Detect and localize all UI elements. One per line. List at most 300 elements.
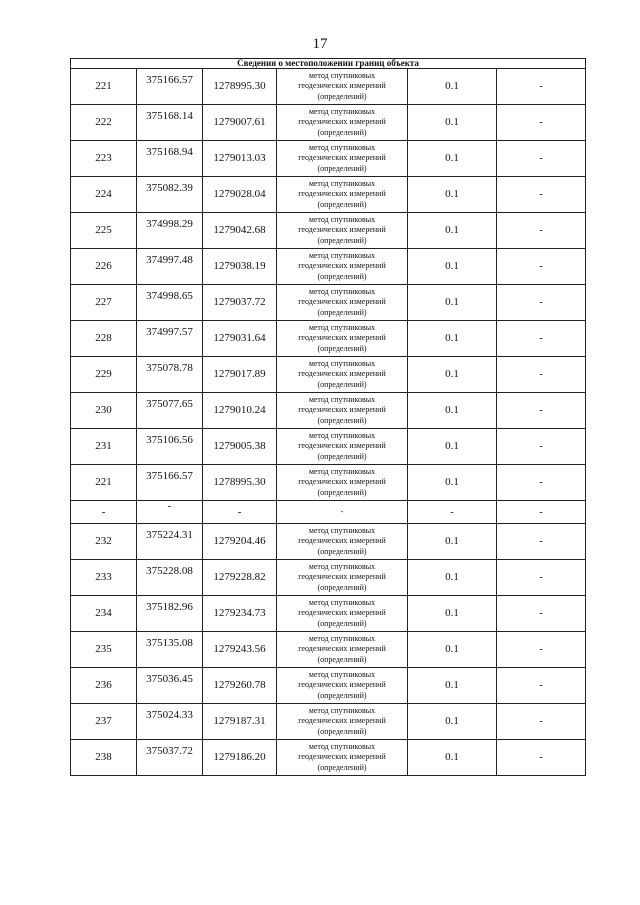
point-number-cell — [71, 141, 137, 177]
point-number-cell — [71, 249, 137, 285]
method-text-line: метод спутниковых — [308, 142, 376, 152]
method-text-line: геодезических измерений — [298, 608, 386, 618]
method-cell — [277, 560, 408, 596]
point-number-cell — [71, 357, 137, 393]
x-coordinate-text: 374997.57 — [146, 326, 193, 338]
point-number-text: 225 — [95, 224, 112, 236]
method-text-line: геодезических измерений — [298, 716, 386, 726]
x-coordinate-text: 375078.78 — [146, 362, 193, 374]
method-text-line: (определений) — [317, 726, 367, 736]
table-row — [71, 213, 586, 249]
x-coordinate-cell — [137, 668, 203, 704]
method-text-line: метод спутниковых — [308, 430, 376, 440]
method-text-line: метод спутниковых — [308, 394, 376, 404]
x-coordinate-cell — [137, 249, 203, 285]
x-coordinate-text: 375082.39 — [146, 182, 193, 194]
table-title: Сведения о местоположении границ объекта — [71, 59, 586, 69]
description-text: - — [539, 535, 543, 547]
point-number-cell — [71, 321, 137, 357]
method-text-line: метод спутниковых — [308, 358, 376, 368]
method-text-line: геодезических измерений — [298, 644, 386, 654]
y-coordinate-text: 1279204.46 — [213, 535, 266, 547]
y-coordinate-cell — [203, 704, 277, 740]
table-row — [71, 704, 586, 740]
y-coordinate-cell — [203, 357, 277, 393]
table-row — [71, 524, 586, 560]
method-cell — [277, 69, 408, 105]
method-text-line: метод спутниковых — [308, 705, 376, 715]
y-coordinate-cell — [203, 285, 277, 321]
accuracy-text: 0.1 — [445, 188, 459, 200]
accuracy-cell — [408, 321, 497, 357]
accuracy-cell — [408, 668, 497, 704]
x-coordinate-cell — [137, 69, 203, 105]
accuracy-text: 0.1 — [445, 80, 459, 92]
description-cell — [497, 704, 586, 740]
y-coordinate-cell — [203, 429, 277, 465]
accuracy-cell — [408, 465, 497, 501]
x-coordinate-text: 375224.31 — [146, 529, 193, 541]
method-text-line: метод спутниковых — [308, 561, 376, 571]
accuracy-cell — [408, 357, 497, 393]
method-cell — [277, 321, 408, 357]
method-text-line: геодезических измерений — [298, 117, 386, 127]
method-cell — [277, 105, 408, 141]
x-coordinate-cell — [137, 560, 203, 596]
table-row — [71, 357, 586, 393]
table-row — [71, 429, 586, 465]
method-cell — [277, 213, 408, 249]
point-number-cell — [71, 429, 137, 465]
accuracy-text: 0.1 — [445, 152, 459, 164]
description-text: - — [539, 404, 543, 416]
x-coordinate-cell — [137, 285, 203, 321]
table-row — [71, 249, 586, 285]
table-row — [71, 560, 586, 596]
x-coordinate-text: 375024.33 — [146, 709, 193, 721]
x-coordinate-text: 375182.96 — [146, 601, 193, 613]
y-coordinate-text: 1279017.89 — [213, 368, 266, 380]
description-cell — [497, 285, 586, 321]
point-number-text: 224 — [95, 188, 112, 200]
description-cell — [497, 501, 586, 524]
method-text-line: геодезических измерений — [298, 752, 386, 762]
table-row — [71, 69, 586, 105]
accuracy-cell — [408, 560, 497, 596]
description-cell — [497, 357, 586, 393]
accuracy-text: 0.1 — [445, 715, 459, 727]
accuracy-text: 0.1 — [445, 332, 459, 344]
table-row — [71, 632, 586, 668]
y-coordinate-cell — [203, 177, 277, 213]
description-text: - — [539, 571, 543, 583]
x-coordinate-cell — [137, 177, 203, 213]
y-coordinate-cell — [203, 596, 277, 632]
y-coordinate-text: 1279028.04 — [213, 188, 266, 200]
x-coordinate-cell — [137, 321, 203, 357]
description-cell — [497, 560, 586, 596]
description-text: - — [539, 116, 543, 128]
method-cell — [277, 465, 408, 501]
description-cell — [497, 249, 586, 285]
x-coordinate-text: 374998.65 — [146, 290, 193, 302]
accuracy-cell — [408, 429, 497, 465]
x-coordinate-cell — [137, 465, 203, 501]
method-text-line: метод спутниковых — [308, 669, 376, 679]
method-text-line: (определений) — [317, 654, 367, 664]
point-number-cell — [71, 501, 137, 524]
point-number-cell — [71, 105, 137, 141]
y-coordinate-cell — [203, 465, 277, 501]
point-number-text: 228 — [95, 332, 112, 344]
description-cell — [497, 69, 586, 105]
method-text-line: (определений) — [317, 235, 367, 245]
description-cell — [497, 465, 586, 501]
method-text-line: метод спутниковых — [308, 70, 376, 80]
accuracy-cell — [408, 69, 497, 105]
description-cell — [497, 524, 586, 560]
point-number-cell — [71, 596, 137, 632]
description-text: - — [539, 440, 543, 452]
point-number-text: 234 — [95, 607, 112, 619]
method-text-line: (определений) — [317, 91, 367, 101]
method-text-line: (определений) — [317, 199, 367, 209]
description-text: - — [539, 260, 543, 272]
accuracy-cell — [408, 249, 497, 285]
method-text-line: геодезических измерений — [298, 261, 386, 271]
y-coordinate-text: 1279031.64 — [213, 332, 266, 344]
point-number-text: 232 — [95, 535, 112, 547]
description-text: - — [539, 152, 543, 164]
accuracy-cell — [408, 393, 497, 429]
description-text: - — [539, 296, 543, 308]
y-coordinate-text: 1279186.20 — [213, 751, 266, 763]
description-text: - — [539, 476, 543, 488]
x-coordinate-text: - — [167, 499, 172, 512]
table-row — [71, 177, 586, 213]
x-coordinate-text: 375166.57 — [146, 470, 193, 482]
accuracy-text: 0.1 — [445, 224, 459, 236]
description-cell — [497, 596, 586, 632]
point-number-text: 221 — [95, 80, 112, 92]
point-number-cell — [71, 704, 137, 740]
method-text-line: (определений) — [317, 343, 367, 353]
description-cell — [497, 393, 586, 429]
method-text-line: (определений) — [317, 582, 367, 592]
accuracy-text: 0.1 — [445, 571, 459, 583]
y-coordinate-cell — [203, 740, 277, 776]
point-number-cell — [71, 285, 137, 321]
accuracy-cell — [408, 141, 497, 177]
accuracy-cell — [408, 740, 497, 776]
description-cell — [497, 105, 586, 141]
description-text: - — [539, 332, 543, 344]
point-number-text: 231 — [95, 440, 112, 452]
accuracy-cell — [408, 105, 497, 141]
method-text-line: геодезических измерений — [298, 189, 386, 199]
point-number-text: 236 — [95, 679, 112, 691]
y-coordinate-text: 1279187.31 — [213, 715, 266, 727]
method-text-line: метод спутниковых — [308, 633, 376, 643]
x-coordinate-cell — [137, 704, 203, 740]
table-row — [71, 285, 586, 321]
x-coordinate-cell — [137, 393, 203, 429]
description-cell — [497, 321, 586, 357]
accuracy-text: 0.1 — [445, 643, 459, 655]
point-number-text: 233 — [95, 571, 112, 583]
point-number-cell — [71, 560, 137, 596]
point-number-text: 221 — [95, 476, 112, 488]
x-coordinate-text: 375168.14 — [146, 110, 193, 122]
boundary-coordinates-table — [70, 58, 586, 776]
accuracy-text: 0.1 — [445, 535, 459, 547]
method-text-line: метод спутниковых — [308, 250, 376, 260]
y-coordinate-text: 1279042.68 — [213, 224, 266, 236]
method-cell — [277, 249, 408, 285]
point-number-text: 229 — [95, 368, 112, 380]
description-text: - — [539, 679, 543, 691]
y-coordinate-cell — [203, 632, 277, 668]
accuracy-text: 0.1 — [445, 404, 459, 416]
y-coordinate-cell — [203, 393, 277, 429]
y-coordinate-text: 1278995.30 — [213, 80, 266, 92]
method-text-line: метод спутниковых — [308, 286, 376, 296]
y-coordinate-text: 1279037.72 — [213, 296, 266, 308]
method-text-line: геодезических измерений — [298, 153, 386, 163]
method-text-line: геодезических измерений — [298, 333, 386, 343]
x-coordinate-text: 374997.48 — [146, 254, 193, 266]
x-coordinate-text: 374998.29 — [146, 218, 193, 230]
description-cell — [497, 668, 586, 704]
method-cell — [277, 668, 408, 704]
method-text-line: (определений) — [317, 487, 367, 497]
y-coordinate-text: 1278995.30 — [213, 476, 266, 488]
accuracy-cell — [408, 285, 497, 321]
point-number-cell — [71, 632, 137, 668]
point-number-text: 223 — [95, 152, 112, 164]
y-coordinate-cell — [203, 321, 277, 357]
description-text: - — [539, 751, 543, 763]
y-coordinate-text: 1279005.38 — [213, 440, 266, 452]
accuracy-cell — [408, 596, 497, 632]
x-coordinate-cell — [137, 429, 203, 465]
accuracy-cell — [408, 501, 497, 524]
point-number-text: 237 — [95, 715, 112, 727]
method-text-line: метод спутниковых — [308, 214, 376, 224]
method-text-line: (определений) — [317, 690, 367, 700]
point-number-cell — [71, 177, 137, 213]
x-coordinate-text: 375036.45 — [146, 673, 193, 685]
x-coordinate-text: 375077.65 — [146, 398, 193, 410]
table-row — [71, 668, 586, 704]
method-cell — [277, 285, 408, 321]
x-coordinate-text: 375037.72 — [146, 745, 193, 757]
method-cell — [277, 501, 408, 524]
method-cell — [277, 141, 408, 177]
method-cell — [277, 393, 408, 429]
method-text-line: геодезических измерений — [298, 441, 386, 451]
y-coordinate-text: 1279260.78 — [213, 679, 266, 691]
description-text: - — [539, 188, 543, 200]
accuracy-cell — [408, 632, 497, 668]
point-number-text: 222 — [95, 116, 112, 128]
method-text-line: геодезических измерений — [298, 297, 386, 307]
method-text-line: метод спутниковых — [308, 466, 376, 476]
y-coordinate-cell — [203, 524, 277, 560]
accuracy-text: 0.1 — [445, 751, 459, 763]
y-coordinate-text: - — [237, 505, 242, 518]
method-text-line: геодезических измерений — [298, 369, 386, 379]
accuracy-text: 0.1 — [445, 679, 459, 691]
method-text-line: геодезических измерений — [298, 81, 386, 91]
y-coordinate-cell — [203, 249, 277, 285]
point-number-cell — [71, 465, 137, 501]
method-text-line: (определений) — [317, 415, 367, 425]
page-number: 17 — [312, 36, 328, 52]
accuracy-text: 0.1 — [445, 116, 459, 128]
method-text-line: (определений) — [317, 618, 367, 628]
method-text-line: (определений) — [317, 451, 367, 461]
y-coordinate-text: 1279010.24 — [213, 404, 266, 416]
y-coordinate-text: 1279013.03 — [213, 152, 266, 164]
method-text-line: (определений) — [317, 163, 367, 173]
description-cell — [497, 141, 586, 177]
y-coordinate-cell — [203, 501, 277, 524]
accuracy-text: 0.1 — [445, 260, 459, 272]
accuracy-cell — [408, 213, 497, 249]
accuracy-text: 0.1 — [445, 476, 459, 488]
method-cell — [277, 740, 408, 776]
method-text-line: метод спутниковых — [308, 322, 376, 332]
x-coordinate-cell — [137, 524, 203, 560]
x-coordinate-cell — [137, 357, 203, 393]
method-text-line: метод спутниковых — [308, 741, 376, 751]
accuracy-text: 0.1 — [445, 296, 459, 308]
method-text-line: (определений) — [317, 127, 367, 137]
method-text-line: метод спутниковых — [308, 178, 376, 188]
y-coordinate-text: 1279228.82 — [213, 571, 266, 583]
method-cell — [277, 704, 408, 740]
y-coordinate-text: 1279038.19 — [213, 260, 266, 272]
point-number-text: 238 — [95, 751, 112, 763]
description-cell — [497, 632, 586, 668]
description-text: - — [539, 643, 543, 655]
y-coordinate-cell — [203, 668, 277, 704]
point-number-text: 227 — [95, 296, 112, 308]
y-coordinate-text: 1279007.61 — [213, 116, 266, 128]
method-cell — [277, 632, 408, 668]
table-row — [71, 740, 586, 776]
method-cell — [277, 357, 408, 393]
description-text: - — [539, 607, 543, 619]
accuracy-cell — [408, 177, 497, 213]
method-cell — [277, 524, 408, 560]
accuracy-text: 0.1 — [445, 607, 459, 619]
x-coordinate-text: 375168.94 — [146, 146, 193, 158]
table-row — [71, 321, 586, 357]
point-number-text: - — [101, 505, 106, 518]
method-text-line: (определений) — [317, 546, 367, 556]
accuracy-cell — [408, 704, 497, 740]
method-text-line: (определений) — [317, 307, 367, 317]
description-text: - — [539, 505, 543, 518]
table-row — [71, 465, 586, 501]
y-coordinate-cell — [203, 69, 277, 105]
y-coordinate-cell — [203, 560, 277, 596]
method-text-line: геодезических измерений — [298, 572, 386, 582]
method-text-line: - — [340, 506, 344, 516]
y-coordinate-cell — [203, 105, 277, 141]
method-cell — [277, 429, 408, 465]
method-text-line: метод спутниковых — [308, 525, 376, 535]
point-number-text: 230 — [95, 404, 112, 416]
description-text: - — [539, 224, 543, 236]
method-text-line: метод спутниковых — [308, 597, 376, 607]
method-text-line: метод спутниковых — [308, 106, 376, 116]
point-number-text: 235 — [95, 643, 112, 655]
description-cell — [497, 740, 586, 776]
separator-row — [71, 501, 586, 524]
point-number-text: 226 — [95, 260, 112, 272]
method-text-line: (определений) — [317, 379, 367, 389]
x-coordinate-cell — [137, 501, 203, 524]
method-text-line: геодезических измерений — [298, 477, 386, 487]
y-coordinate-text: 1279234.73 — [213, 607, 266, 619]
x-coordinate-cell — [137, 105, 203, 141]
point-number-cell — [71, 524, 137, 560]
x-coordinate-text: 375228.08 — [146, 565, 193, 577]
point-number-cell — [71, 668, 137, 704]
x-coordinate-cell — [137, 632, 203, 668]
accuracy-cell — [408, 524, 497, 560]
method-text-line: геодезических измерений — [298, 680, 386, 690]
accuracy-text: 0.1 — [445, 368, 459, 380]
table-row — [71, 141, 586, 177]
method-text-line: геодезических измерений — [298, 225, 386, 235]
description-text: - — [539, 715, 543, 727]
x-coordinate-cell — [137, 141, 203, 177]
method-text-line: геодезических измерений — [298, 405, 386, 415]
x-coordinate-cell — [137, 213, 203, 249]
y-coordinate-text: 1279243.56 — [213, 643, 266, 655]
accuracy-text: - — [450, 505, 454, 518]
y-coordinate-cell — [203, 213, 277, 249]
description-cell — [497, 429, 586, 465]
point-number-cell — [71, 69, 137, 105]
point-number-cell — [71, 213, 137, 249]
method-cell — [277, 177, 408, 213]
description-cell — [497, 177, 586, 213]
description-text: - — [539, 368, 543, 380]
table-row — [71, 393, 586, 429]
x-coordinate-text: 375166.57 — [146, 74, 193, 86]
accuracy-text: 0.1 — [445, 440, 459, 452]
point-number-cell — [71, 393, 137, 429]
method-text-line: (определений) — [317, 271, 367, 281]
x-coordinate-text: 375106.56 — [146, 434, 193, 446]
x-coordinate-cell — [137, 596, 203, 632]
method-cell — [277, 596, 408, 632]
table-row — [71, 105, 586, 141]
table-row — [71, 596, 586, 632]
y-coordinate-cell — [203, 141, 277, 177]
description-cell — [497, 213, 586, 249]
table-title-row — [71, 59, 586, 69]
x-coordinate-text: 375135.08 — [146, 637, 193, 649]
method-text-line: геодезических измерений — [298, 536, 386, 546]
x-coordinate-cell — [137, 740, 203, 776]
method-text-line: (определений) — [317, 762, 367, 772]
